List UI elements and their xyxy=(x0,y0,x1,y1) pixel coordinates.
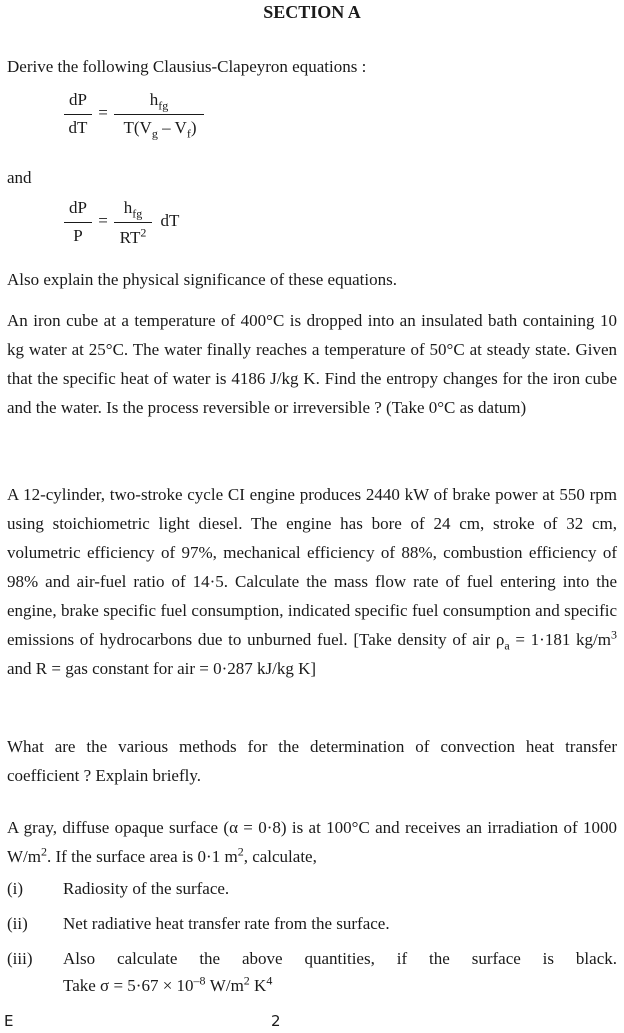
q4-text: What are the various methods for the determination of convection heat transfer coefficient ? Explain briefly. xyxy=(7,737,617,785)
footer-code: E xyxy=(4,1012,14,1030)
section-title: SECTION A xyxy=(263,2,361,22)
eq1-rhs-den: $T(V_g - V_f)$ xyxy=(123,118,197,141)
eq2-lhs-bar xyxy=(64,222,92,223)
eq2-rhs-den: $RT^2$ xyxy=(119,225,147,247)
q2-text: An iron cube at a temperature of 400°C is dropped into an insulated bath containing 10 kg water at 25°C. The water finally reaches a temperature of 50°C at steady state. Given that the specific heat of water is 4186 J/kg K. Find the entropy changes for the iron cube and the water. Is the process reversible or irreversible ? (Take 0°C as datum) xyxy=(7,311,617,417)
q1-explain: Also explain the physical significance of these equations. xyxy=(7,270,397,289)
eq1-equals: = xyxy=(98,103,108,122)
and-label: and xyxy=(7,168,32,187)
eq1-rhs-num: $h_{fg}$ xyxy=(149,90,169,113)
eq2-rhs-bar xyxy=(114,222,152,223)
q5-item-3-num: (iii) xyxy=(7,949,33,968)
q5-item-1-num: (i) xyxy=(7,879,24,898)
eq1-rhs-bar xyxy=(114,114,204,115)
eq1-lhs-num: dP xyxy=(69,90,87,109)
q5-sigma-note: Take $\sigma = 5\cdot 67 \times 10^{-8}$ $W/m^2$ $K^4$ xyxy=(63,973,273,995)
page-number: 2 xyxy=(271,1012,281,1030)
q1-intro: Derive the following Clausius-Clapeyron equations : xyxy=(7,57,367,76)
q5-item-1-text: Radiosity of the surface. xyxy=(63,879,230,898)
eq2-equals: = xyxy=(98,211,108,230)
q3-text: A 12-cylinder, two-stroke cycle CI engine produces 2440 kW of brake power at 550 rpm using stoichiometric light diesel. The engine has bore of 24 cm, stroke of 32 cm, volumetric efficiency of 97%, mechanical efficiency of 88%, combustion efficiency of 98% and air-fuel ratio of 14·5. Calculate the mass flow rate of fuel entering into the engine, brake specific fuel consumption, indicated specific fuel consumption and specific emissions of hydrocarbons due to unburned fuel. [Take density of air $\rho_a = 1\cdot 181$ $kg/m^3$ and R = gas constant for air = 0·287 kJ/kg K] xyxy=(7,485,617,678)
eq1-lhs-den: dT xyxy=(68,118,88,137)
equation-1 xyxy=(64,90,284,154)
eq2-lhs-den: P xyxy=(73,226,83,245)
eq1-lhs-bar xyxy=(64,114,92,115)
equation-2 xyxy=(64,198,264,262)
q5-text: A gray, diffuse opaque surface (α = 0·8) is at 100°C and receives an irradiation of 1000 $W/m^2$. If the surface area is 0·1 $m^2$, calculate, xyxy=(7,818,617,866)
eq2-trailer: dT xyxy=(160,211,180,230)
eq2-rhs-num: $h_{fg}$ xyxy=(123,198,143,221)
eq2-lhs-num: dP xyxy=(69,198,87,217)
q5-item-2-text: Net radiative heat transfer rate from the surface. xyxy=(63,914,390,933)
q5-item-3-text: Also calculate the above quantities, if the surface is black. xyxy=(63,949,617,968)
q5-item-2-num: (ii) xyxy=(7,914,28,933)
